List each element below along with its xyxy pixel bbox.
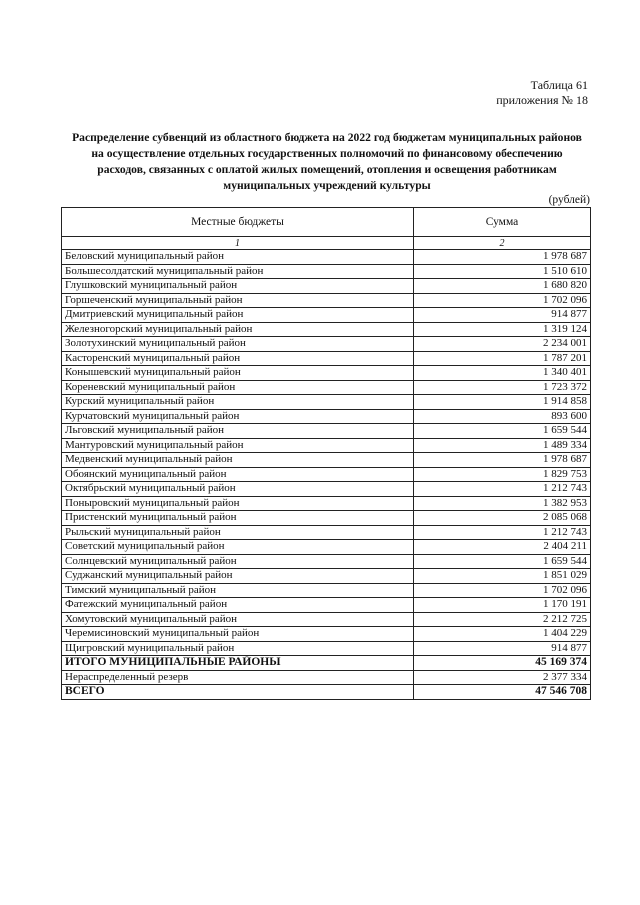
district-name: Советский муниципальный район [62, 540, 414, 555]
amount-value: 1 914 858 [414, 395, 591, 410]
amount-value: 1 659 544 [414, 554, 591, 569]
district-name: Суджанский муниципальный район [62, 569, 414, 584]
table-row [62, 409, 591, 424]
document-title [60, 130, 594, 194]
table-row [62, 322, 591, 337]
table-row [62, 482, 591, 497]
amount-value: 1 382 953 [414, 496, 591, 511]
amount-value: 1 170 191 [414, 598, 591, 613]
district-name: Глушковский муниципальный район [62, 279, 414, 294]
district-name: Большесолдатский муниципальный район [62, 264, 414, 279]
table-row [62, 250, 591, 265]
amount-value: 1 702 096 [414, 293, 591, 308]
district-name: Курский муниципальный район [62, 395, 414, 410]
amount-value: 1 978 687 [414, 250, 591, 265]
table-row [62, 569, 591, 584]
district-name: Дмитриевский муниципальный район [62, 308, 414, 323]
district-name: Курчатовский муниципальный район [62, 409, 414, 424]
reserve-row [62, 670, 591, 685]
table-row [62, 598, 591, 613]
district-name: Мантуровский муниципальный район [62, 438, 414, 453]
table-row [62, 351, 591, 366]
district-name: Нераспределенный резерв [62, 670, 414, 685]
table-row [62, 380, 591, 395]
amount-value: 1 829 753 [414, 467, 591, 482]
district-name: Солнцевский муниципальный район [62, 554, 414, 569]
table-row [62, 525, 591, 540]
units-label: (рублей) [548, 194, 590, 206]
col-index-2: 2 [414, 237, 591, 250]
table-row [62, 627, 591, 642]
col-index-1: 1 [62, 237, 414, 250]
table-row [62, 366, 591, 381]
col-header-amount: Сумма [414, 208, 591, 237]
amount-value: 1 851 029 [414, 569, 591, 584]
amount-value: 893 600 [414, 409, 591, 424]
district-name: Золотухинский муниципальный район [62, 337, 414, 352]
table-row [62, 511, 591, 526]
district-name: Кореневский муниципальный район [62, 380, 414, 395]
table-row [62, 583, 591, 598]
title-line: расходов, связанных с оплатой жилых помещений, отопления и освещения работникам [97, 163, 557, 176]
column-index-row [62, 237, 591, 250]
district-name: Фатежский муниципальный район [62, 598, 414, 613]
table-row [62, 438, 591, 453]
district-name: Беловский муниципальный район [62, 250, 414, 265]
table-row [62, 540, 591, 555]
table-number: Таблица 61 [530, 78, 588, 92]
district-name: Касторенский муниципальный район [62, 351, 414, 366]
amount-value: 2 234 001 [414, 337, 591, 352]
amount-value: 2 377 334 [414, 670, 591, 685]
district-name: Горшеченский муниципальный район [62, 293, 414, 308]
amount-value: 914 877 [414, 641, 591, 656]
amount-value: 47 546 708 [414, 685, 591, 700]
amount-value: 1 659 544 [414, 424, 591, 439]
amount-value: 1 680 820 [414, 279, 591, 294]
district-name: Льговский муниципальный район [62, 424, 414, 439]
amount-value: 1 787 201 [414, 351, 591, 366]
title-line: на осуществление отдельных государственных полномочий по финансовому обеспечению [91, 147, 563, 160]
table-row [62, 293, 591, 308]
table-row [62, 424, 591, 439]
district-name: Тимский муниципальный район [62, 583, 414, 598]
district-name: ВСЕГО [62, 685, 414, 700]
table-row [62, 641, 591, 656]
amount-value: 1 340 401 [414, 366, 591, 381]
district-name: Поныровский муниципальный район [62, 496, 414, 511]
amount-value: 1 212 743 [414, 525, 591, 540]
district-name: ИТОГО МУНИЦИПАЛЬНЫЕ РАЙОНЫ [62, 656, 414, 671]
amount-value: 2 404 211 [414, 540, 591, 555]
amount-value: 1 489 334 [414, 438, 591, 453]
amount-value: 2 085 068 [414, 511, 591, 526]
table-row [62, 612, 591, 627]
table-row [62, 496, 591, 511]
budget-table [61, 207, 591, 700]
amount-value: 1 723 372 [414, 380, 591, 395]
total-row [62, 656, 591, 671]
table-row [62, 308, 591, 323]
table-row [62, 467, 591, 482]
amount-value: 1 702 096 [414, 583, 591, 598]
col-header-budgets: Местные бюджеты [62, 208, 414, 237]
district-name: Рыльский муниципальный район [62, 525, 414, 540]
amount-value: 914 877 [414, 308, 591, 323]
table-row [62, 554, 591, 569]
amount-value: 1 404 229 [414, 627, 591, 642]
district-name: Медвенский муниципальный район [62, 453, 414, 468]
amount-value: 1 319 124 [414, 322, 591, 337]
table-row [62, 279, 591, 294]
district-name: Щигровский муниципальный район [62, 641, 414, 656]
district-name: Хомутовский муниципальный район [62, 612, 414, 627]
table-row [62, 337, 591, 352]
district-name: Железногорский муниципальный район [62, 322, 414, 337]
district-name: Черемисиновский муниципальный район [62, 627, 414, 642]
table-row [62, 264, 591, 279]
district-name: Пристенский муниципальный район [62, 511, 414, 526]
district-name: Обоянский муниципальный район [62, 467, 414, 482]
table-row [62, 395, 591, 410]
amount-value: 2 212 725 [414, 612, 591, 627]
amount-value: 1 212 743 [414, 482, 591, 497]
district-name: Конышевский муниципальный район [62, 366, 414, 381]
appendix-number: приложения № 18 [496, 93, 588, 107]
total-row [62, 685, 591, 700]
amount-value: 1 978 687 [414, 453, 591, 468]
table-header-row [62, 208, 591, 237]
amount-value: 45 169 374 [414, 656, 591, 671]
district-name: Октябрьский муниципальный район [62, 482, 414, 497]
title-line: муниципальных учреждений культуры [223, 179, 431, 192]
amount-value: 1 510 610 [414, 264, 591, 279]
title-line: Распределение субвенций из областного бюджета на 2022 год бюджетам муниципальных районов [72, 131, 582, 144]
table-reference [496, 78, 588, 108]
table-row [62, 453, 591, 468]
